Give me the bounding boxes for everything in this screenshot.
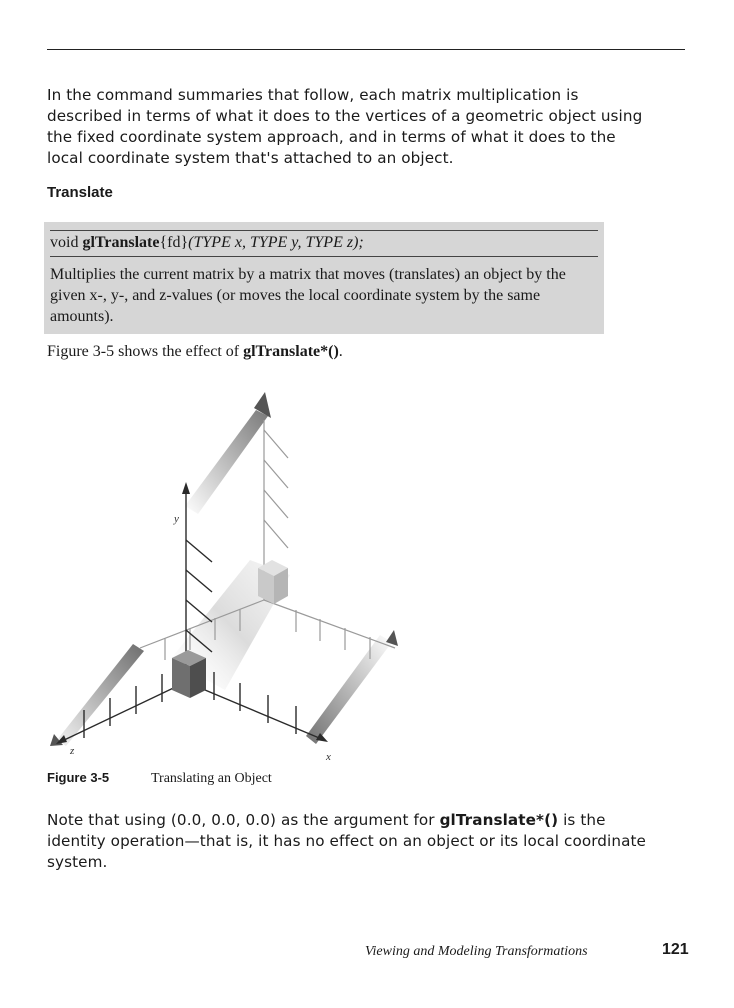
function-reference-note: glTranslate*(): [439, 811, 559, 829]
top-rule: [47, 49, 685, 50]
figure-title: Translating an Object: [151, 771, 272, 786]
translation-arrow-z: [50, 644, 144, 746]
type-suffix: {fd}: [159, 234, 189, 251]
y-axis-label: y: [174, 513, 179, 525]
y-axis-arrowhead: [182, 482, 190, 494]
z-axis-label: z: [70, 745, 75, 757]
translated-cube: [258, 560, 288, 604]
parameter-list: (TYPE x, TYPE y, TYPE z);: [188, 234, 364, 251]
translate-figure: [0, 390, 734, 770]
intro-paragraph: In the command summaries that follow, each matrix multiplication is described in terms of what it does to the vertices of a geometric object using the fixed coordinate system approach, and in terms of what it does to the local coordinate system that's attached to an object.: [47, 86, 643, 167]
translated-axes: [140, 420, 395, 660]
translation-arrow-x: [306, 630, 398, 744]
x-axis-label: x: [326, 751, 331, 763]
command-summary-box: [44, 222, 604, 334]
figure-reference: Figure 3-5 shows the effect of glTranslate*().: [47, 343, 343, 360]
section-heading: Translate: [47, 184, 113, 201]
page-number: 121: [662, 941, 689, 958]
function-name: glTranslate: [82, 234, 160, 251]
function-reference: glTranslate*(): [243, 343, 339, 360]
command-description: Multiplies the current matrix by a matrix that moves (translates) an object by the given x-, y-, and z-values (or moves the local coordinate system by the same amounts).: [50, 266, 566, 325]
note-paragraph: Note that using (0.0, 0.0, 0.0) as the argument for glTranslate*() is the identity operation—that is, it has no effect on an object or its local coordinate system.: [47, 811, 647, 871]
figure-caption: [47, 770, 272, 787]
figure-number: Figure 3-5: [47, 770, 110, 785]
command-signature: [50, 230, 598, 257]
translation-arrow-y: [185, 392, 271, 514]
running-footer-title: Viewing and Modeling Transformations: [365, 944, 588, 959]
return-type: void: [50, 234, 83, 251]
original-cube: [172, 650, 206, 698]
